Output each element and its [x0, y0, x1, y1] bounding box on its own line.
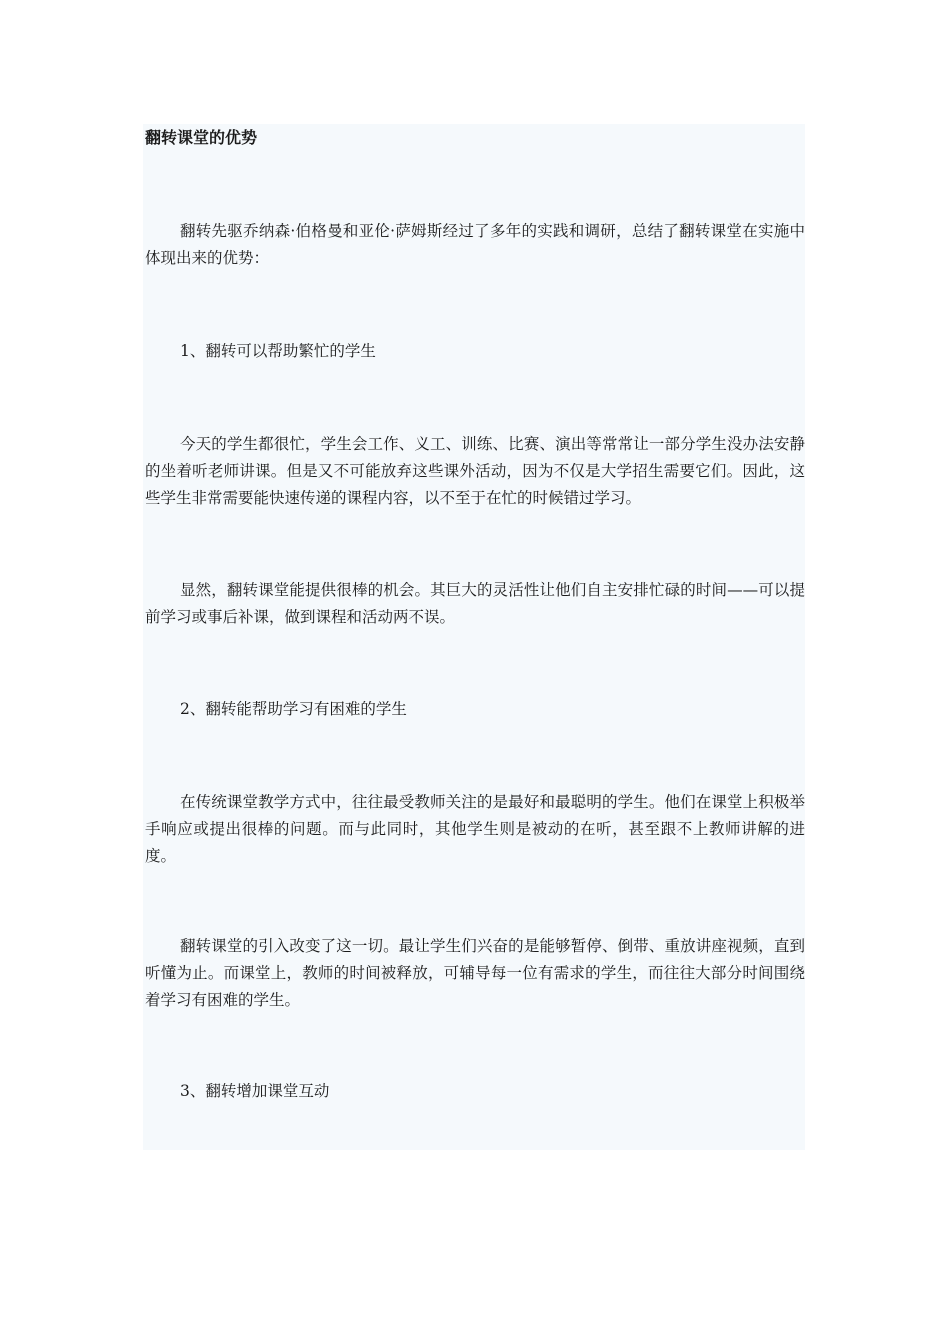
- section-2-paragraph-2: 翻转课堂的引入改变了这一切。最让学生们兴奋的是能够暂停、倒带、重放讲座视频，直到听懂为止。而课堂上，教师的时间被释放，可辅导每一位有需求的学生，而往往大部分时间围绕着学习有困难的学生。: [145, 937, 805, 1009]
- document-title: 翻转课堂的优势: [145, 128, 258, 147]
- section-1-paragraph-2: 显然，翻转课堂能提供很棒的机会。其巨大的灵活性让他们自主安排忙碌的时间——可以提前学习或事后补课，做到课程和活动两不误。: [145, 581, 805, 626]
- section-1-heading: 1、翻转可以帮助繁忙的学生: [180, 342, 376, 360]
- section-3-heading: 3、翻转增加课堂互动: [180, 1082, 330, 1100]
- section-2-paragraph-1: 在传统课堂教学方式中，往往最受教师关注的是最好和最聪明的学生。他们在课堂上积极举手响应或提出很棒的问题。而与此同时，其他学生则是被动的在听，甚至跟不上教师讲解的进度。: [145, 793, 805, 865]
- section-1-paragraph-1: 今天的学生都很忙，学生会工作、义工、训练、比赛、演出等常常让一部分学生没办法安静的坐着听老师讲课。但是又不可能放弃这些课外活动，因为不仅是大学招生需要它们。因此，这些学生非常需要能快速传递的课程内容，以不至于在忙的时候错过学习。: [145, 435, 805, 507]
- section-2-heading: 2、翻转能帮助学习有困难的学生: [180, 700, 407, 718]
- intro-paragraph: 翻转先驱乔纳森·伯格曼和亚伦·萨姆斯经过了多年的实践和调研，总结了翻转课堂在实施中体现出来的优势：: [145, 222, 805, 267]
